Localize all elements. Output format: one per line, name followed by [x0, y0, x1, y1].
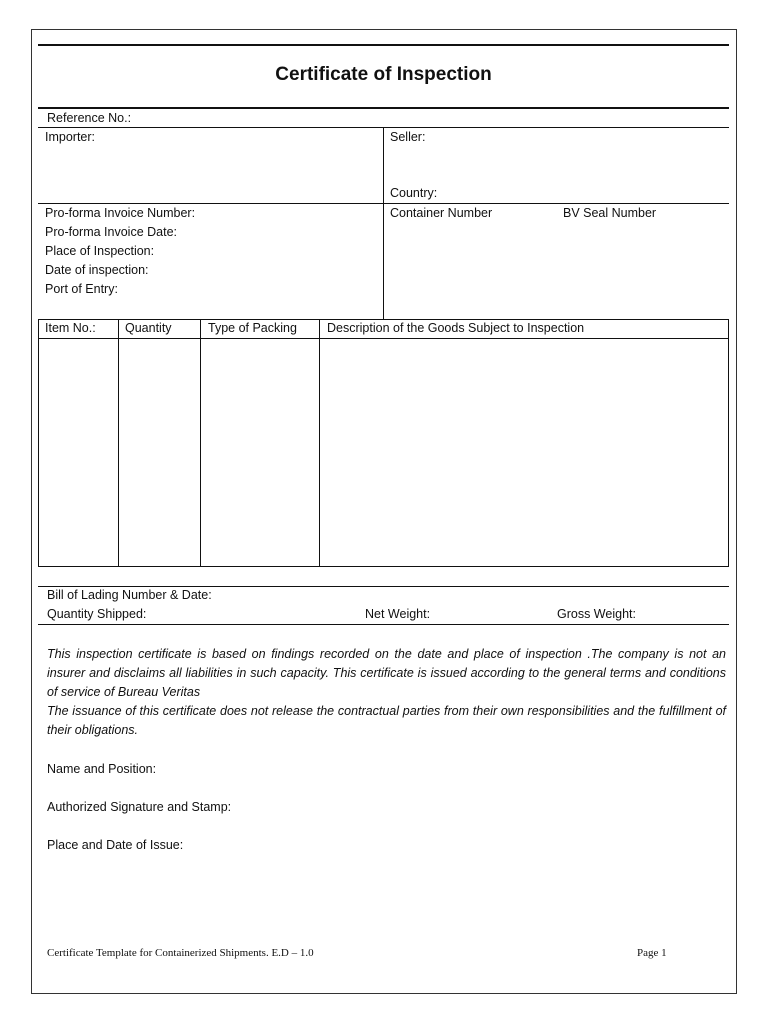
net-weight-label: Net Weight:: [365, 607, 431, 621]
party-divider: [383, 127, 384, 319]
seller-label: Seller:: [390, 130, 426, 144]
goods-col-divider: [319, 319, 320, 567]
title-bottom-rule: [38, 107, 729, 109]
bill-of-lading-label: Bill of Lading Number & Date:: [47, 588, 212, 602]
quantity-shipped-label: Quantity Shipped:: [47, 607, 147, 621]
goods-header-description: Description of the Goods Subject to Inspection: [327, 321, 585, 335]
party-bottom-rule: [38, 203, 729, 204]
document-title: Certificate of Inspection: [275, 64, 492, 85]
goods-col-divider: [200, 319, 201, 567]
proforma-date-label: Pro-forma Invoice Date:: [45, 225, 177, 239]
goods-header-item-no: Item No.:: [45, 321, 96, 335]
footer-template-name: Certificate Template for Containerized Shipments. E.D – 1.0: [47, 947, 314, 959]
bv-seal-label: BV Seal Number: [563, 206, 657, 220]
country-label: Country:: [390, 186, 438, 200]
importer-label: Importer:: [45, 130, 96, 144]
place-of-inspection-label: Place of Inspection:: [45, 244, 155, 258]
gross-weight-label: Gross Weight:: [557, 607, 636, 621]
top-rule: [38, 44, 729, 46]
goods-table-header-rule: [38, 338, 729, 339]
disclaimer-paragraph: This inspection certificate is based on findings recorded on the date and place of inspection .The company is not an insurer and disclaims all liabilities in such capacity. This certificate is issued according to the general terms and conditions of service of Bureau Veritas: [47, 647, 726, 699]
signature-label: Authorized Signature and Stamp:: [47, 800, 232, 814]
container-number-label: Container Number: [390, 206, 493, 220]
date-of-inspection-label: Date of inspection:: [45, 263, 149, 277]
port-of-entry-label: Port of Entry:: [45, 282, 118, 296]
shipping-top-rule: [38, 586, 729, 587]
proforma-number-label: Pro-forma Invoice Number:: [45, 206, 196, 220]
disclaimer: [47, 645, 726, 740]
disclaimer-paragraph: The issuance of this certificate does not release the contractual parties from their own responsibilities and the fulfillment of their obligations.: [47, 704, 726, 737]
name-position-label: Name and Position:: [47, 762, 157, 776]
goods-table: [38, 319, 729, 567]
shipping-bottom-rule: [38, 624, 729, 625]
goods-header-quantity: Quantity: [125, 321, 172, 335]
goods-col-divider: [118, 319, 119, 567]
footer-page-number: Page 1: [637, 947, 667, 959]
reference-label: Reference No.:: [47, 111, 132, 125]
place-date-issue-label: Place and Date of Issue:: [47, 838, 184, 852]
goods-header-packing: Type of Packing: [208, 321, 297, 335]
